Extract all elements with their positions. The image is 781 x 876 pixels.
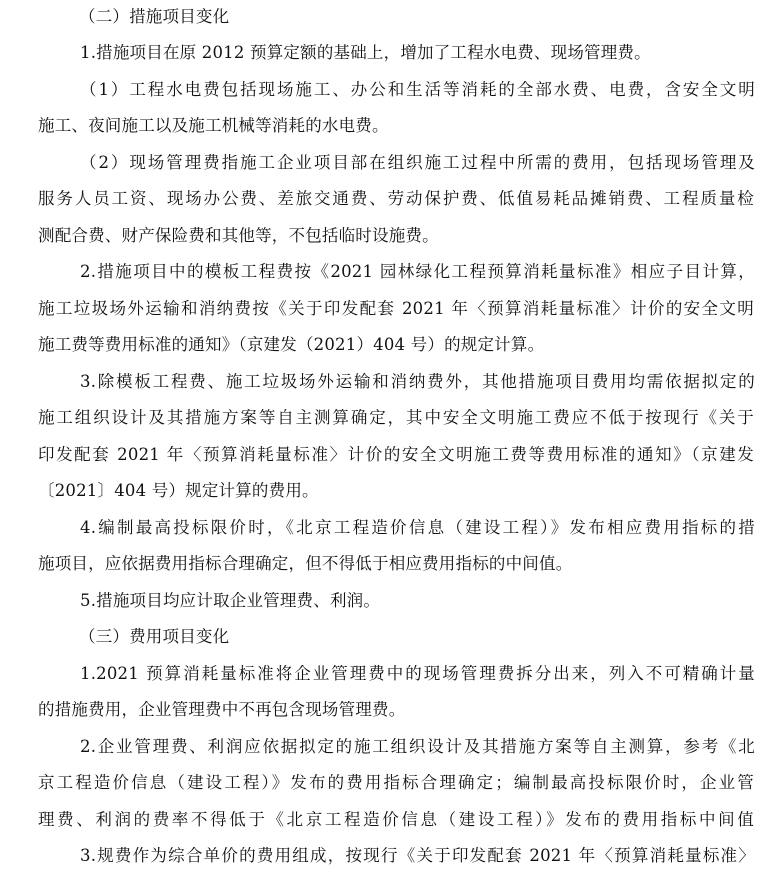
paragraph-line: 2.措施项目中的模板工程费按《2021 园林绿化工程预算消耗量标准》相应子目计算， [80,262,755,281]
paragraph-line: 理费、利润的费率不得低于《北京工程造价信息（建设工程）》发布的费用指标中间值 [38,810,754,829]
paragraph-line: 3.除模板工程费、施工垃圾场外运输和消纳费外，其他措施项目费用均需依据拟定的 [80,372,755,391]
paragraph-line: （1）工程水电费包括现场施工、办公和生活等消耗的全部水费、电费，含安全文明 [80,80,755,99]
paragraph-line: 1.措施项目在原 2012 预算定额的基础上，增加了工程水电费、现场管理费。 [80,43,651,62]
paragraph-line: 4.编制最高投标限价时，《北京工程造价信息（建设工程）》发布相应费用指标的措 [80,518,755,537]
section-heading-measures: （二）措施项目变化 [79,7,230,26]
paragraph-line: 5.措施项目均应计取企业管理费、利润。 [80,591,381,610]
paragraph-line: 施工垃圾场外运输和消纳费按《关于印发配套 2021 年〈预算消耗量标准〉计价的安全文明 [38,299,754,318]
paragraph-line: 服务人员工资、现场办公费、差旅交通费、劳动保护费、低值易耗品摊销费、工程质量检 [38,189,754,208]
paragraph-line: 2.企业管理费、利润应依据拟定的施工组织设计及其措施方案等自主测算，参考《北 [80,737,755,756]
section-heading-costs: （三）费用项目变化 [79,627,230,646]
paragraph-line: 1.2021 预算消耗量标准将企业管理费中的现场管理费拆分出来，列入不可精确计量 [80,664,755,683]
paragraph-line: 测配合费、财产保险费和其他等，不包括临时设施费。 [38,226,439,245]
paragraph-line: 施项目，应依据费用指标合理确定，但不得低于相应费用指标的中间值。 [38,554,573,573]
paragraph-line: 施工组织设计及其措施方案等自主测算确定，其中安全文明施工费应不低于按现行《关于 [38,408,754,427]
paragraph-line: 印发配套 2021 年〈预算消耗量标准〉计价的安全文明施工费等费用标准的通知》（京建发 [38,445,754,464]
paragraph-line: 3.规费作为综合单价的费用组成，按现行《关于印发配套 2021 年〈预算消耗量标准〉 [80,846,755,865]
paragraph-line: 〔2021〕404 号）规定计算的费用。 [38,481,319,500]
paragraph-line: 的措施费用，企业管理费中不再包含现场管理费。 [38,700,406,719]
paragraph-line: 施工、夜间施工以及施工机械等消耗的水电费。 [38,116,389,135]
paragraph-line: （2）现场管理费指施工企业项目部在组织施工过程中所需的费用，包括现场管理及 [80,153,755,172]
paragraph-line: 施工费等费用标准的通知》（京建发（2021）404 号）的规定计算。 [38,335,545,354]
paragraph-line: 京工程造价信息（建设工程）》发布的费用指标合理确定；编制最高投标限价时，企业管 [38,773,754,792]
